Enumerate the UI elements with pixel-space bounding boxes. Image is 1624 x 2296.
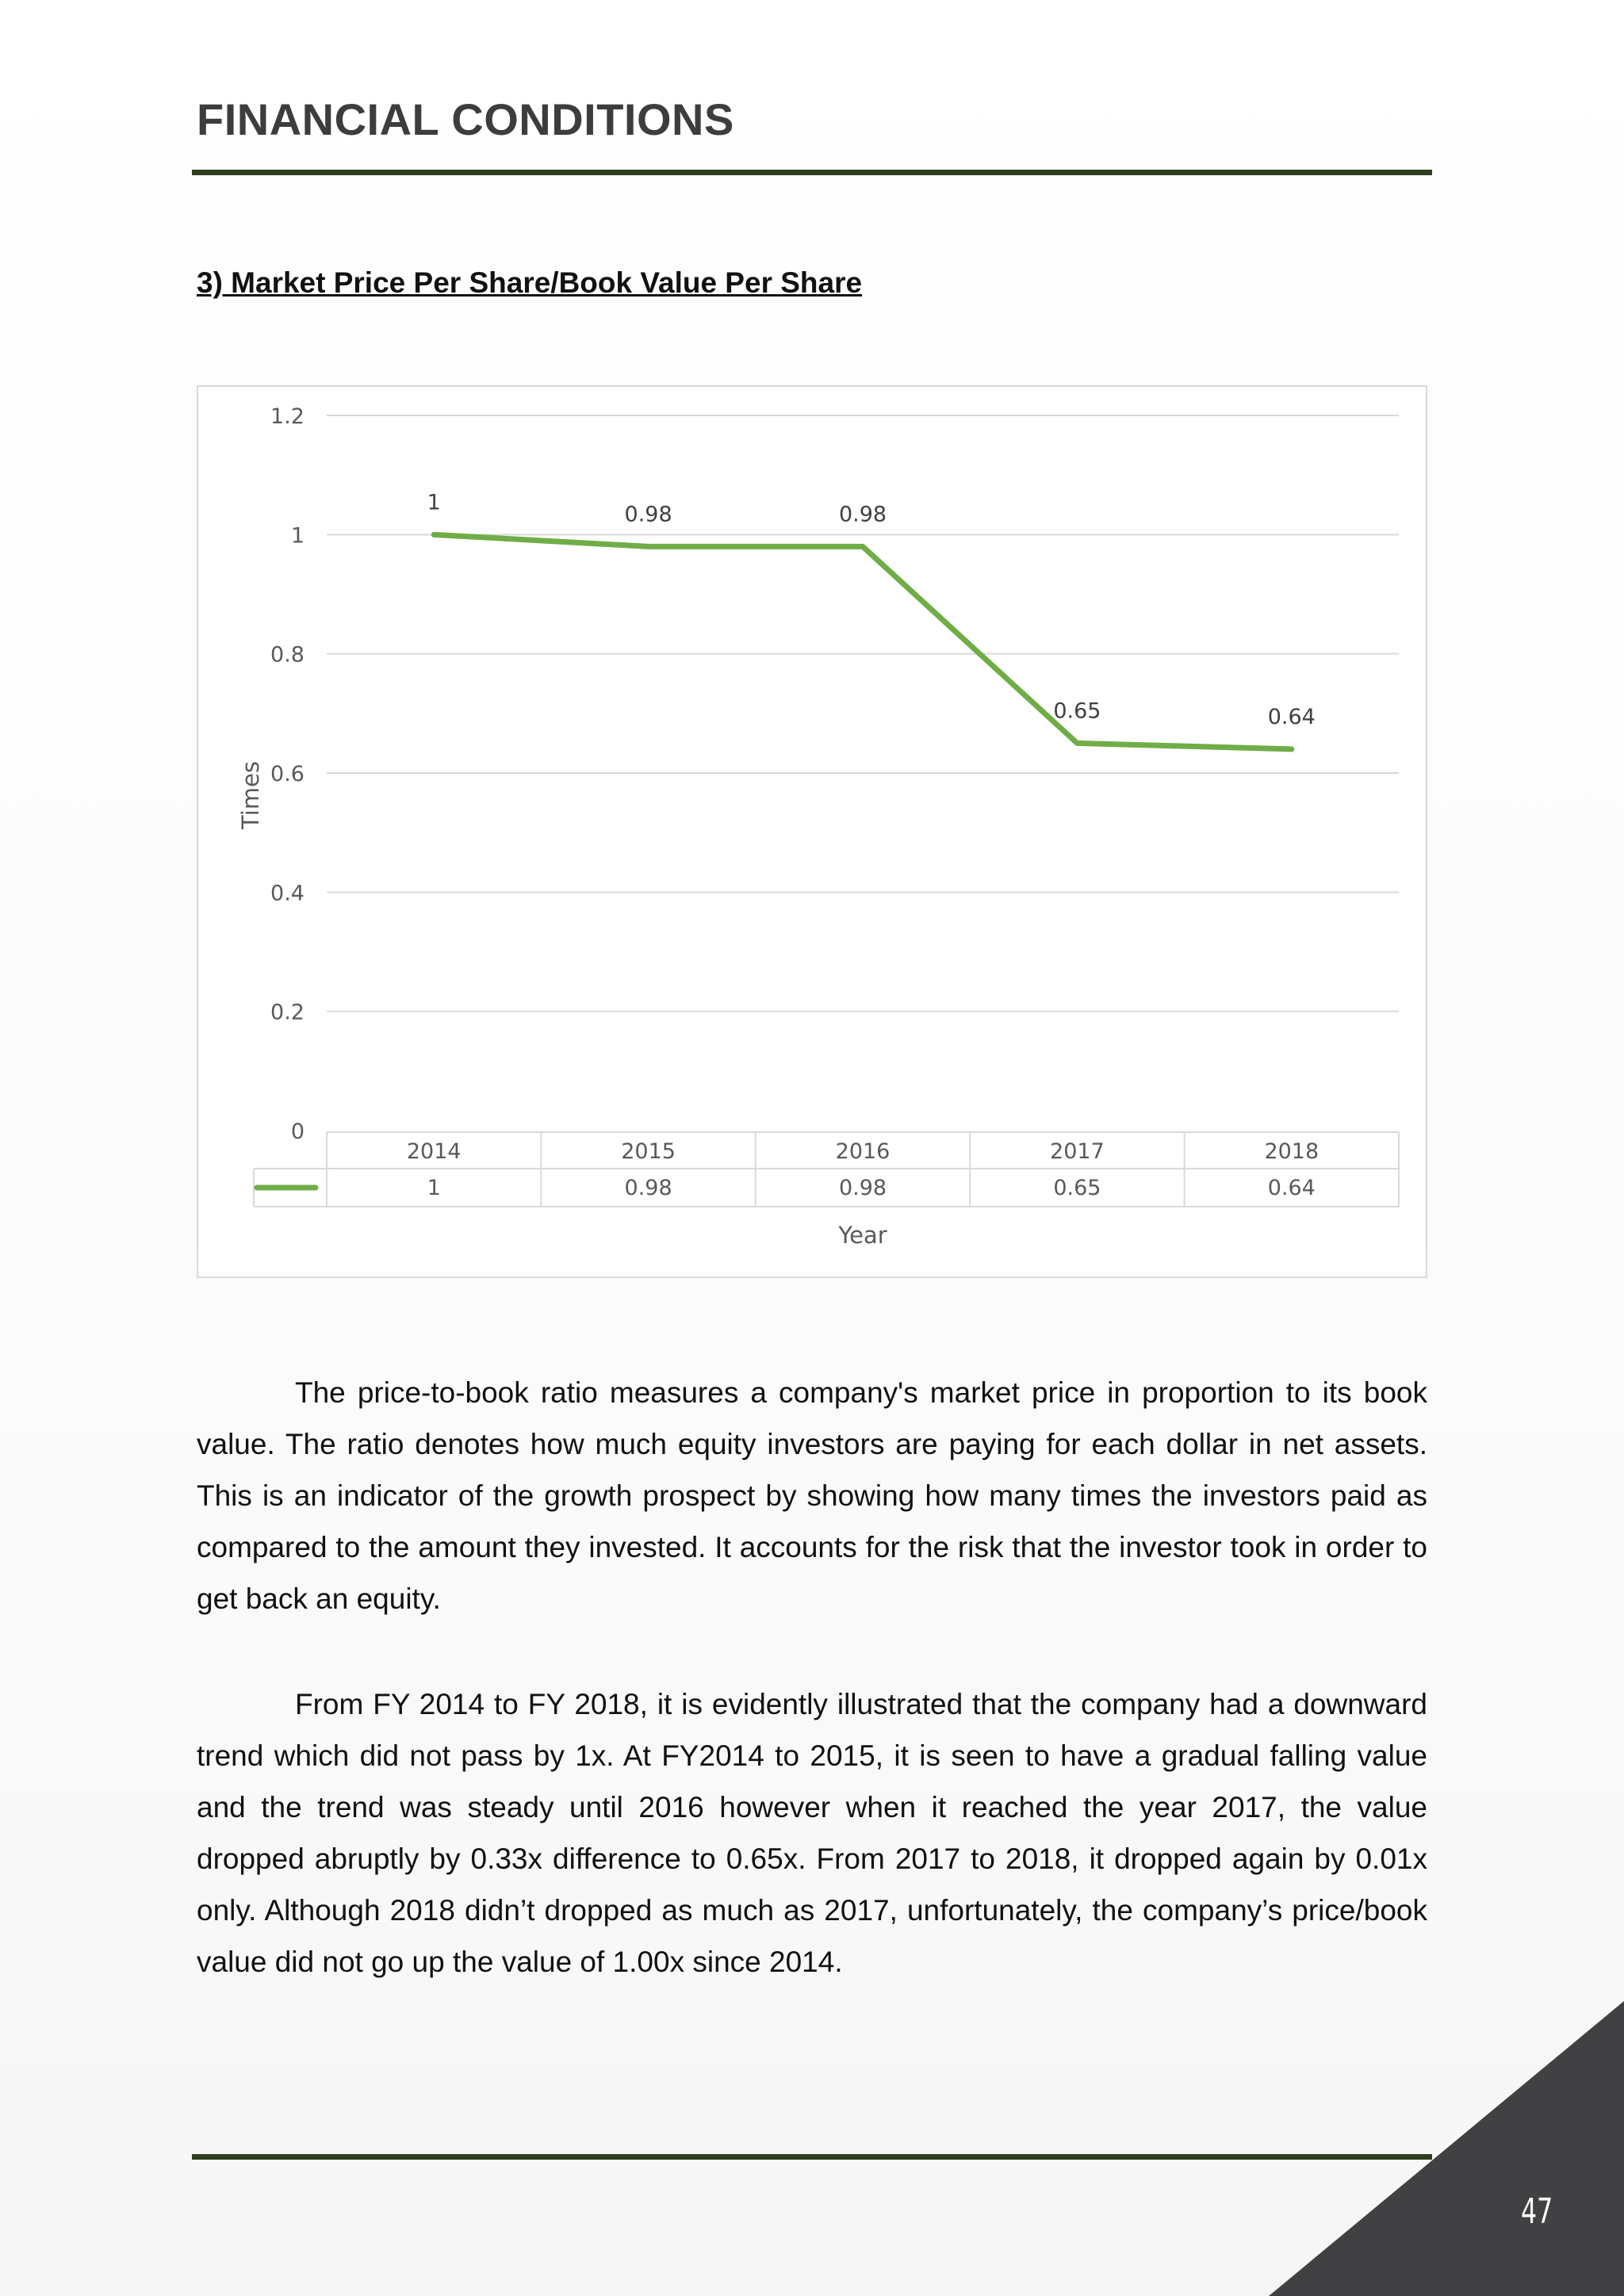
data-label: 0.65 xyxy=(1053,698,1101,724)
series-line xyxy=(434,534,1292,749)
y-tick-label: 0.8 xyxy=(270,642,304,668)
chart-container xyxy=(197,385,1427,1278)
corner-triangle xyxy=(1269,2001,1624,2296)
x-tick-label: 2018 xyxy=(1264,1139,1320,1164)
x-axis-title: Year xyxy=(838,1222,887,1249)
data-label: 1 xyxy=(427,490,441,515)
body-paragraph-2: From FY 2014 to FY 2018, it is evidently illustrated that the company had a downward trend which did not pass by 1x. At FY2014 to 2015, it is seen to have a gradual falling value and the trend was steady until 2016 however when it reached the year 2017, the value dropped abruptly by 0.33x difference to 0.65x. From 2017 to 2018, it dropped again by 0.01x only. Although 2018 didn’t dropped as much as 2017, unfortunately, the company’s price/book value did not go up the value of 1.00x since 2014. xyxy=(197,1688,1427,1978)
header-rule xyxy=(192,170,1432,175)
data-label: 0.64 xyxy=(1267,704,1316,729)
page-number: 47 xyxy=(1521,2191,1553,2232)
data-label: 0.98 xyxy=(624,502,672,527)
x-tick-label: 2016 xyxy=(835,1139,891,1164)
table-value: 0.98 xyxy=(838,1176,887,1200)
table-value: 0.98 xyxy=(624,1176,672,1200)
line-chart xyxy=(198,387,1426,1276)
table-value: 0.65 xyxy=(1053,1176,1101,1200)
y-tick-label: 0.2 xyxy=(270,1000,304,1025)
y-axis-title: Times xyxy=(237,760,264,830)
y-tick-label: 0.4 xyxy=(270,881,304,906)
x-tick-label: 2014 xyxy=(406,1139,462,1164)
y-tick-label: 0.6 xyxy=(270,762,304,786)
x-tick-label: 2015 xyxy=(621,1139,676,1164)
footer-rule xyxy=(192,2154,1432,2160)
y-tick-label: 0 xyxy=(290,1119,304,1144)
y-tick-label: 1 xyxy=(290,523,304,549)
page-title: FINANCIAL CONDITIONS xyxy=(197,94,734,144)
body-paragraph-1: The price-to-book ratio measures a company's market price in proportion to its book value. The ratio denotes how much equity investors are paying for each dollar in net assets. This is an indicator of the growth prospect by showing how many times the investors paid as compared to the amount they invested. It accounts for the risk that the investor took in order to get back an equity. xyxy=(197,1376,1427,1615)
table-value: 1 xyxy=(427,1176,441,1200)
x-tick-label: 2017 xyxy=(1050,1139,1105,1164)
data-label: 0.98 xyxy=(838,502,887,527)
section-heading: 3) Market Price Per Share/Book Value Per Share xyxy=(197,266,863,299)
y-tick-label: 1.2 xyxy=(270,404,304,429)
table-value: 0.64 xyxy=(1267,1176,1316,1200)
